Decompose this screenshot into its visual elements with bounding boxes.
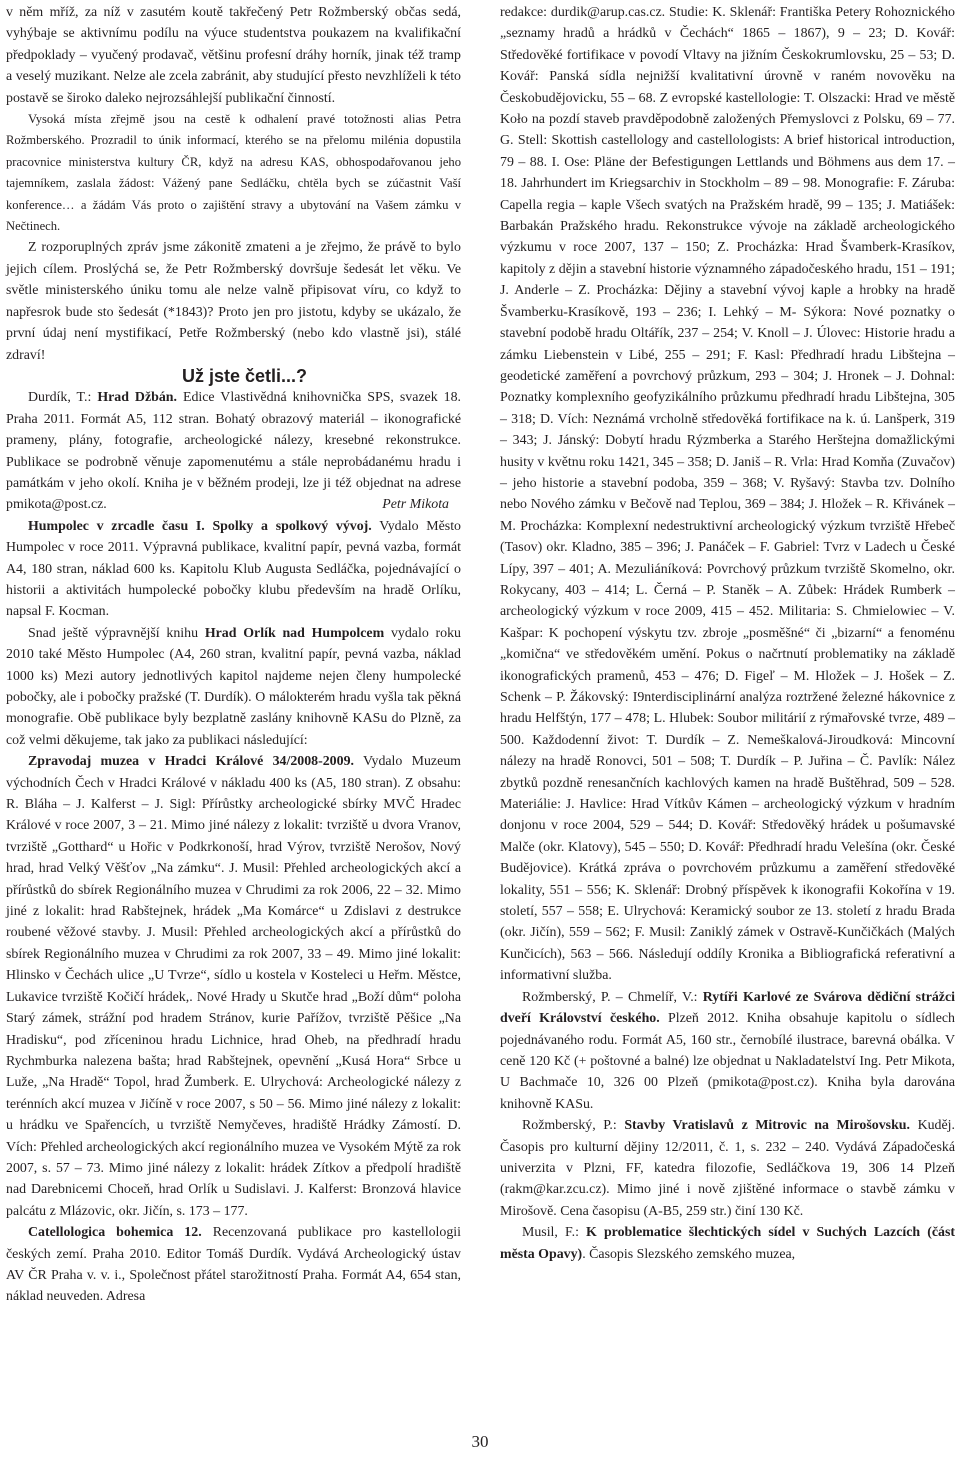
signature: Petr Mikota: [382, 497, 449, 513]
contents-paragraph: redakce: durdik@arup.cas.cz. Studie: K. Sklenář: Františka Petery Rohoznického „seznamy hradů a hrádků v Čechách“ 1865 – 1867), 9 – 23; D. Kovář: Středověké fortifikace v povodí Vltavy na jižním Českokrumlovsku, 25 – 53; D. Kovář: Panská sídla nejnižší kvalitativní úrovně v raném novověku na Českobudějovicku, 55 – 68. Z evropské kastellologie: T. Olszacki: Hrad ve městě Koło na pozdí staveb pravděpodobně založených Přemyslovci z Polsku, 69 – 77. G. Stell: Skottish castellology and castellologists: A brief historical introduction, 79 – 88. I. Ose: Pläne der Befestigungen Lettlands und Böhmens aus dem 17. – 18. Jahrhundert im Kriegsarchiv in Stockholm – 89 – 98. Monografie: F. Záruba: Capella regia – kaple Všech svatých na Pražském hradě, 99 – 135; J. Matiášek: Barbakán Pražského hradu. Rekonstrukce vývoje na základě archeologického výzkumu v roce 2007, 137 – 150; Z. Procházka: Hrad Švamberk-Krasíkov, kapitoly z dějin a stavební historie významného západočeského hradu, 151 – 191; J. Anderle – Z. Procházka: Dějiny a stavební vývoj kaple a hrobky na hradě Švamberku-Krasíkově, 193 – 236; I. Lehký – M- Sýkora: Nové poznatky o stavební podobě hradu Oltářík, 237 – 254; V. Knoll – J. Úlovec: Historie hradu a zámku Liebenstein v Libé, 255 – 291; F. Kasl: Předhradí hradu Libštejna – geodetické zaměření a povrchový průzkum, 293 – 304; J. Hronek – J. Dohnal: Poznatky komplexního geofyzikálního průzkumu předhradí hradu Libštejna, 305 – 318; D. Vích: Neznámá vrcholně středověká fortifikace na k. ú. Lanšperk, 319 – 343; J. Jánský: Dobytí hradu Rýzmberka a Starého Herštejna domažlickými husity v květnu roku 1421, 345 – 358; D. Janiš – R. Vrla: Hrad Komňa (Zuvačov) – jeho historie a stavební podoba, 359 – 368; V. Ryšavý: Stavba tzv. Dolního nebo Nového zámku v Bečově nad Teplou, 369 – 384; J. Hložek – R. Křivánek – M. Procházka: Komplexní nedestruktivní archeologický výzkum tvrziště Hřebeč (Tasov) okr. Kladno, 385 – 396; J. Panáček – F. Gabriel: Tvrz v Ladech u České Lípy, 397 – 401; A. Mezuliáníková: Povrchový průzkum tvrziště Skomelno, okr. Rokycany, 403 – 414; L. Černá – P. Staněk – A. Zůbek: Hrádek Rumberk – archeologický výzkum v roce 2009, 415 – 452. Militaria: S. Chmielowiec – V. Kašpar: K pochopení výskytu tzv. zbroje „posměšné“ či „bizarní“ a fenoménu „komična“ ve středověkém umění. Pokus o načrtnutí problematiky na základě ikonografických pramenů, 453 – 476; D. Figeľ – M. Hložek – J. Hošek – Z. Schenk – P. Žákovský: I9nterdisciplinární analýza roztržené železné hákovnice z hradu Helfštýn, 177 – 478; L. Hlubek: Soubor militárií z rýmařovské tvrze, 489 – 500. Každodenní život: T. Durdík – Z. Nemeškalová-Jiroudková: Mincovní nálezy na hradě Ronovci, 501 – 508; T. Durdík – P. Juřina – Č. Pavlík: Nález zbytků pozdně renesančních kachlových kamen na hradě Buštěhrad, 509 – 528. Materiálie: J. Havlice: Hrad Vítkův Kámen – archeologický výzkum v hradním donjonu v roce 2004, 529 – 544; D. Kovář: Středověký hrádek u pošumavské Malče (okr. Klatovy), 545 – 550; D. Kovář: Předhradí hradu Velešína (okr. České Budějovice). Krátká zpráva o povrchovém průzkumu a zaměření středověké lokality, 551 – 556; K. Sklenář: Drobný příspěvek k ikonografii Kokořína v 19. století, 557 – 558; E. Ulrychová: Keramický soubor ze 13. století z hradu Brada (okr. Jičín), 559 – 562; F. Musil: Zaniklý zámek v Ostravě-Kunčičkách (Malých Kunčicích), 563 – 566. Následují oddíly Kronika a Bibliografická referativní a informativní služba.: [500, 5, 955, 984]
book-title: Stavby Vratislavů z Mitrovic na Mirošovsku.: [624, 1118, 910, 1134]
identity-paragraph: Vysoká místa zřejmě jsou na cestě k odhalení pravé totožnosti alias Petra Rožmberského. Prozradil to únik informací, kterého se na přelomu milénia dopustila pracovnice ministerstva kultury ČR, když na adresu KAS, obhospodařovanou jeho tajemníkem, zaslala žádost: Vážený pane Sedláčku, chtěla bych se zúčastnit Vaší konference… a žádám Vás proto o zajištění stravy a ubytování na Vašem zámku v Nečtinech.: [6, 112, 461, 234]
book-entry-zpravodaj: Zpravodaj muzea v Hradci Králové 34/2008-2009. Vydalo Muzeum východních Čech v Hradci Králové v nákladu 400 ks (A5, 180 stran). Z obsahu: R. Bláha – J. Kalferst – J. Sigl: Přírůstky archeologické sbírky MVČ Hradec Králové v roce 2007, 3 – 21. Mimo jiné nálezy z lokalit: tvrziště u dvora Vranov, tvrziště „Gotthard“ u Hořic v Podkrkonoší, hrad Výrov, tvrziště Nerošov, Nový hrad, hrad Velký Věšťov „Na zámku“. J. Musil: Přehled archeologických akcí a přírůstků do sbírek Regionálního muzea v Chrudimi za rok 2006, 22 – 32. Mimo jiné z lokalit: hrad Rabštejnek, hrádek „Ma Komárce“ u Zdislavi z destrukce roubené věžové stavby. J. Musil: Přehled archeologických akcí a přírůstků do sbírek Regionálního muzea v Chrudimi za rok 2007, 33 – 49. Mimo jiné lokalit: Hlinsko v Čechách ulice „U Tvrze“, sídlo u kostela v Kosteleci u Heřm. Městce, Lukavice tvrziště Kočičí hrádek,. Nové Hrady u Skutče hrad „Boží dům“ poloha Starý zámek, strážní pod hradem Stránov, kurie Pařížov, tvrziště Pěšice „Na Hradisku“, pod zříceninou hradu Lichnice, hrad Oheb, na předhradí hradu Rychmburka nalezena bašta; hrad Rabštejnek, opevnění „Kusá Hora“ Srbce u Luže, „Na Hradě“ Topol, hrad Žumberk. E. Ulrychová: Archeologické nálezy z terénních akcí muzea v Jičíně v roce 2007, s 50 – 56. Mimo jiné nálezy z lokalit: u hrádku ve Spařencích, u tvrziště Nemyčeves, hradiště Hrádky Zámostí. D. Vích: Přehled archeologických akcí regionálního muzea ve Vysokém Mýtě za rok 2007, s. 57 – 73. Mimo jiné nálezy z lokalit: hrádek Zítkov a předpolí hradiště nad Darebnicemi Choceň, hrad Orlík u Sudislavi. J. Kalferst: Bronzová hlavice palcátu z Mlázovic, okr. Jičín, s. 173 – 177.: [6, 754, 461, 1219]
book-title: Hrad Džbán.: [97, 390, 177, 406]
left-column: [6, 2, 461, 1308]
book-entry-suche-lazce: Musil, F.: K problematice šlechtických sídel v Suchých Lazcích (část města Opavy). Časopis Slezského zemského muzea,: [500, 1225, 955, 1262]
right-column: [500, 2, 955, 1265]
book-entry-orlik: Snad ještě výpravnější knihu Hrad Orlík nad Humpolcem vydalo roku 2010 také Město Humpolec (A4, 260 stran, kvalitní papír, pevná vazba, náklad 1000 ks) Mezi autory jednotlivých kapitol najdeme nejen členy humpolecké pobočky, ale i pobočky pražské (T. Durdík). O málokterém hradu vyšla tak pěkná monografie. Obě publikace byly bezplatně zaslány knihovně KASu do Plzně, za což velmi děkujeme, tak jako za publikaci následující:: [6, 625, 462, 748]
book-entry-rytiri-karlove: Rožmberský, P. – Chmelíř, V.: Rytíři Karlové ze Svárova dědiční strážci dveří Království českého. Plzeň 2012. Kniha obsahuje kapitolu o sídlech pojednávaného rodu. Formát A5, 160 str., černobílé ilustrace, barevná obálka. V ceně 120 Kč (+ poštovné a balné) lze objednat u Nakladatelství Ing. Petr Mikota, U Bachmače 10, 326 00 Plzeň (pmikota@post.cz). Kniha byla darována knihovně KASu.: [500, 989, 956, 1112]
book-title: Hrad Orlík nad Humpolcem: [204, 625, 385, 641]
book-entry-vratislavu: Rožmberský, P.: Stavby Vratislavů z Mitrovic na Mirošovsku. Kuděj. Časopis pro kulturní dějiny 12/2011, č. 1, s. 232 – 240. Vydává Západočeská univerzita v Plzni, FF, katedra filozofie, Sedláčkova 19, 306 14 Plzeň (rakm@kar.zcu.cz). Mimo jiné i nově zjištěné informace o stavbě zámku v Mirošově. Cena časopisu (A-B5, 259 str.) činí 130 Kč.: [500, 1118, 955, 1219]
book-entry-hrad-dzban: Durdík, T.: Hrad Džbán. Edice Vlastivědná knihovnička SPS, svazek 18. Praha 2011. Formát A5, 112 stran. Bohatý obrazový materiál – ikonografické prameny, plány, fotografie, archeologické nálezy, kresebné rekonstrukce. Publikace se podrobně věnuje zapomenutému a stále neprobádanému hradu i památkám v jeho okolí. Kniha je v běžném prodeji, lze ji též objednat na adrese pmikota@post.cz. Petr Mikota: [6, 387, 461, 515]
book-title: Zpravodaj muzea v Hradci Králové 34/2008-2009.: [28, 754, 354, 770]
book-title: Catellologica bohemica 12.: [28, 1225, 202, 1241]
book-title: K problematice šlechtických sídel v Suchých Lazcích (část města Opavy): [500, 1225, 955, 1262]
book-entry-humpolec: Humpolec v zrcadle času I. Spolky a spolkový vývoj. Vydalo Město Humpolec v roce 2011. Výpravná publikace, kvalitní papír, pevná vazba, formát A4, 180 stran, náklad 600 ks. Kapitolu Klub Augusta Sedláčka, pojednávající o historii a aktivitách humpolecké pobočky klubu především na hradě Orlíku, napsal F. Kocman.: [6, 518, 461, 620]
book-title: Humpolec v zrcadle času I. Spolky a spolkový vývoj.: [28, 518, 372, 534]
birthday-paragraph: Z rozporuplných zpráv jsme zákonitě zmateni a je zřejmo, že právě to bylo jejich cílem. Proslýchá se, že Petr Rožmberský dovršuje šedesát let věku. Ve světle ministerského úniku tomu ale nelze valně připisovat víru, co když to napřesrok bude sto šedesát (*1843)? Proto jen pro jistotu, kdyby se ukázalo, že první údaj není mystifikací, Petře Rožmberský (nebo kdo vlastně jsi), stálé zdraví!: [6, 240, 461, 363]
intro-paragraph: v něm mříž, za níž v zasutém koutě takřečený Petr Rožmberský občas sedá, vyhýbaje se aktivnímu podílu na výuce studentstva poukazem na kvalifikační předpoklady – vyučený prodavač, většinu profesní dráhy horník, jinak též tramp a veselý muzikant. Nelze ale zcela zabránit, aby studující přesto nevzhlíželi k této postavě se široko daleko nejrozsáhlejší publikační činností.: [6, 5, 461, 106]
section-heading: Už jste četli...?: [181, 365, 308, 386]
book-title: Rytíři Karlové ze Svárova dědiční strážci dveří Království českého.: [500, 989, 955, 1027]
page-number: 30: [471, 1432, 489, 1451]
book-entry-catellologica: Catellologica bohemica 12. Recenzovaná publikace pro kastellologii českých zemí. Praha 2010. Editor Tomáš Durdík. Vydává Archeologický ústav AV ČR Praha v. v. i., Společnost přátel starožitností Praha. Formát A4, 654 stan, náklad neuveden. Adresa: [6, 1225, 461, 1305]
